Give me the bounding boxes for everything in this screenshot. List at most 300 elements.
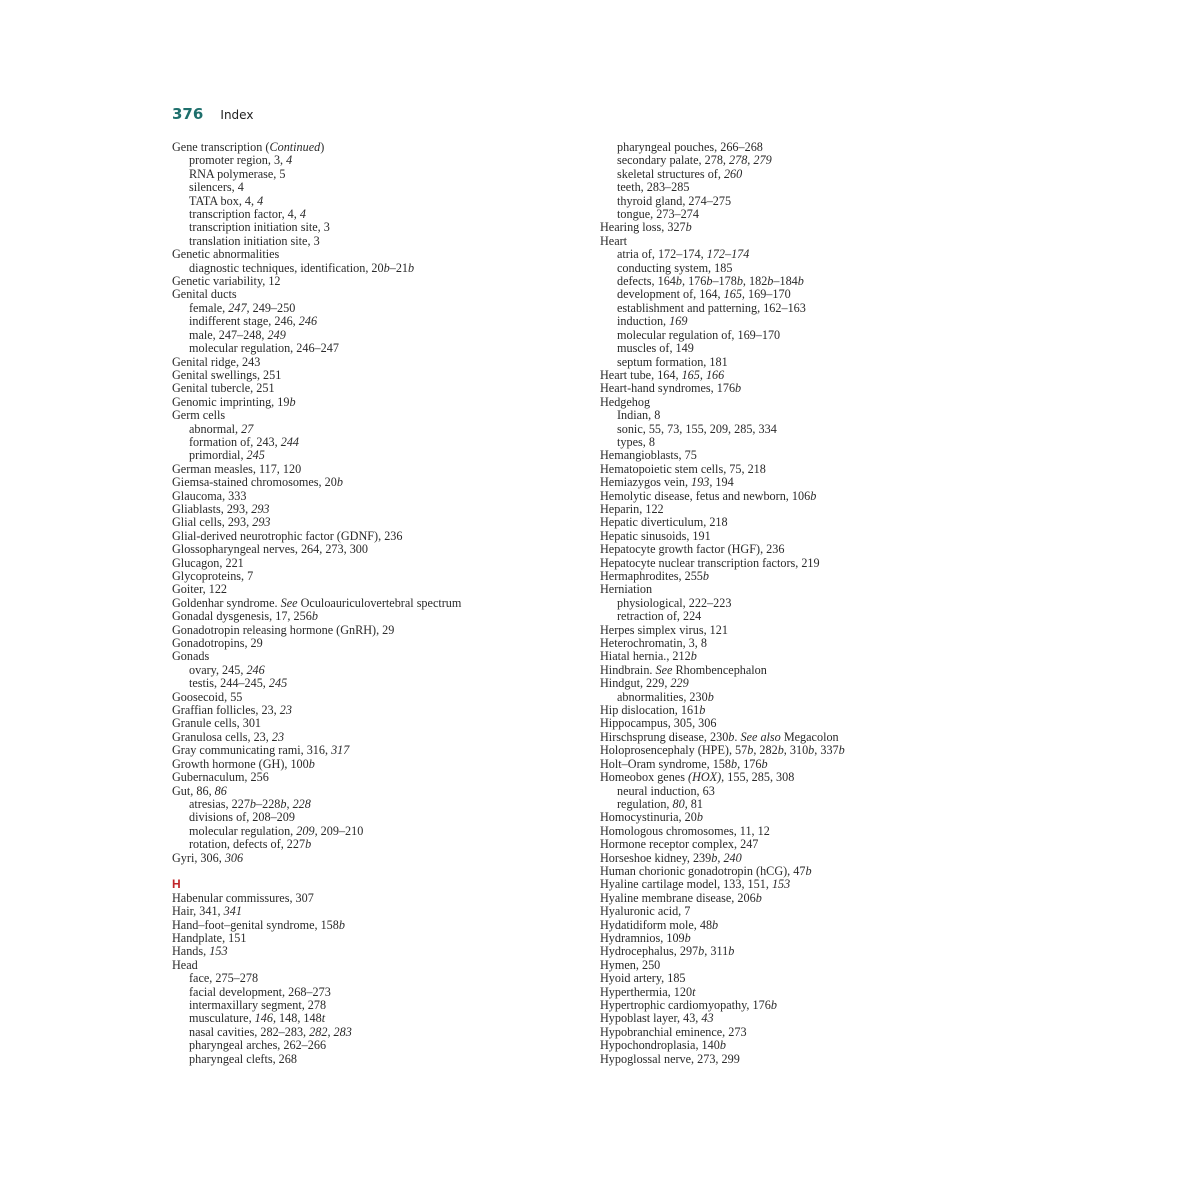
italic-text: b — [336, 475, 343, 490]
entry-text: 81 — [687, 796, 703, 811]
italic-text: b — [280, 796, 287, 811]
index-subentry — [172, 302, 572, 315]
entry-text: Goosecoid, 55 — [172, 689, 243, 704]
entry-text: Gonadotropin releasing hormone (GnRH), 29 — [172, 622, 395, 637]
entry-text: abnormal, — [189, 421, 242, 436]
entry-text: –228 — [256, 796, 281, 811]
index-entry — [600, 1053, 1020, 1066]
italic-text: t — [321, 1011, 326, 1026]
index-entry — [600, 235, 1020, 248]
entry-text: translation initiation site, 3 — [189, 233, 320, 248]
italic-text: b, — [711, 850, 721, 865]
entry-text: Hyaline cartilage model, 133, 151, — [600, 877, 772, 892]
index-entry — [600, 945, 1020, 958]
index-entry — [600, 583, 1020, 596]
italic-text: See — [655, 662, 673, 677]
index-entry — [172, 597, 572, 610]
italic-text: b — [728, 729, 735, 744]
entry-text: Glial-derived neurotrophic factor (GDNF), 236 — [172, 528, 403, 543]
entry-text: molecular regulation, 246–247 — [189, 341, 339, 356]
index-entry — [600, 624, 1020, 637]
entry-text: Gonads — [172, 649, 210, 664]
entry-text: atresias, 227 — [189, 796, 250, 811]
index-subentry — [172, 986, 572, 999]
index-column-left — [172, 141, 572, 1066]
entry-text: physiological, 222–223 — [617, 595, 732, 610]
index-entry — [172, 369, 572, 382]
index-subentry — [172, 1026, 572, 1039]
index-entry — [600, 530, 1020, 543]
index-entry — [172, 463, 572, 476]
italic-text: 146, — [254, 1011, 276, 1026]
italic-text: 282, 283 — [309, 1024, 352, 1039]
entry-text: , 176 — [737, 756, 762, 771]
entry-text: Glial cells, 293, — [172, 515, 253, 530]
entry-text: Hiatal hernia., 212 — [600, 649, 691, 664]
entry-text: Germ cells — [172, 408, 226, 423]
entry-text: pharyngeal arches, 262–266 — [189, 1038, 327, 1053]
index-entry — [600, 704, 1020, 717]
index-subentry — [600, 195, 1020, 208]
index-subentry — [600, 785, 1020, 798]
italic-text: 153 — [771, 877, 791, 892]
index-entry — [172, 570, 572, 583]
entry-text: Homocystinuria, 20 — [600, 810, 697, 825]
entry-text: Hematopoietic stem cells, 75, 218 — [600, 461, 766, 476]
entry-text: TATA box, 4, — [189, 193, 258, 208]
index-subentry — [172, 1053, 572, 1066]
entry-text: Gut, 86, — [172, 783, 215, 798]
index-subentry — [172, 798, 572, 811]
entry-text: female, — [189, 300, 229, 315]
index-subentry — [600, 248, 1020, 261]
entry-text: Homeobox genes — [600, 770, 689, 785]
italic-text: b — [685, 220, 692, 235]
entry-text: 209–210 — [317, 823, 364, 838]
index-entry — [600, 570, 1020, 583]
index-subentry — [600, 356, 1020, 369]
entry-text: Gyri, 306, — [172, 850, 225, 865]
entry-text: Herniation — [600, 582, 653, 597]
index-entry — [172, 852, 572, 865]
entry-text: Gubernaculum, 256 — [172, 770, 269, 785]
entry-text: Holt–Oram syndrome, 158 — [600, 756, 731, 771]
entry-text: Megacolon — [780, 729, 839, 744]
italic-text: 228 — [292, 796, 311, 811]
index-subentry — [600, 798, 1020, 811]
italic-text: 246 — [246, 662, 265, 677]
italic-text: 153 — [209, 944, 228, 959]
entry-text: –178 — [712, 274, 737, 289]
index-subentry — [600, 315, 1020, 328]
index-subentry — [600, 262, 1020, 275]
index-entry — [600, 878, 1020, 891]
index-subentry — [172, 221, 572, 234]
index-subentry — [172, 329, 572, 342]
italic-text: b — [810, 488, 817, 503]
index-entry — [172, 248, 572, 261]
index-subentry — [172, 315, 572, 328]
index-entry — [600, 650, 1020, 663]
entry-text: Hydramnios, 109 — [600, 930, 685, 945]
entry-text: Hypobranchial eminence, 273 — [600, 1024, 747, 1039]
index-entry — [172, 744, 572, 757]
index-subentry — [172, 1012, 572, 1025]
italic-text: b — [684, 930, 691, 945]
entry-text: Hands, — [172, 944, 210, 959]
index-entry — [172, 785, 572, 798]
index-subentry — [600, 409, 1020, 422]
entry-text: Glaucoma, 333 — [172, 488, 247, 503]
entry-text: , — [286, 796, 293, 811]
italic-text: b — [408, 260, 415, 275]
italic-text: 317 — [331, 743, 350, 758]
index-entry — [600, 771, 1020, 784]
entry-text: muscles of, 149 — [617, 341, 694, 356]
entry-text: Genetic variability, 12 — [172, 274, 281, 289]
italic-text: 249 — [267, 327, 286, 342]
entry-text: Herpes simplex virus, 121 — [600, 622, 728, 637]
index-subentry — [172, 825, 572, 838]
index-entry — [600, 490, 1020, 503]
entry-text: musculature, — [189, 1011, 255, 1026]
index-entry — [172, 932, 572, 945]
index-entry — [172, 945, 572, 958]
index-subentry — [600, 154, 1020, 167]
index-entry — [600, 677, 1020, 690]
entry-text: Hepatocyte growth factor (HGF), 236 — [600, 542, 785, 557]
italic-text: 43 — [701, 1011, 714, 1026]
italic-text: b — [289, 394, 296, 409]
index-subentry — [600, 597, 1020, 610]
entry-text: pharyngeal pouches, 266–268 — [617, 140, 763, 154]
index-entry — [600, 463, 1020, 476]
index-entry — [172, 409, 572, 422]
italic-text: b — [728, 944, 735, 959]
index-subentry — [600, 329, 1020, 342]
entry-text: Hypoblast layer, 43, — [600, 1011, 702, 1026]
entry-text: teeth, 283–285 — [617, 180, 690, 195]
entry-text: Genital swellings, 251 — [172, 367, 282, 382]
index-subentry — [600, 423, 1020, 436]
index-entry — [172, 141, 572, 154]
entry-text: facial development, 268–273 — [189, 984, 331, 999]
italic-text: b — [735, 381, 742, 396]
index-entry — [172, 892, 572, 905]
entry-text: retraction of, 224 — [617, 609, 702, 624]
italic-text: b — [736, 274, 743, 289]
entry-text: atria of, 172–174, — [617, 247, 707, 262]
entry-text: Hippocampus, 305, 306 — [600, 716, 717, 731]
italic-text: 23 — [279, 703, 292, 718]
entry-text: Holoprosencephaly (HPE), 57 — [600, 743, 748, 758]
index-subentry — [600, 181, 1020, 194]
index-entry — [600, 986, 1020, 999]
entry-text: Granulosa cells, 23, — [172, 729, 272, 744]
italic-text: 246 — [298, 314, 318, 329]
entry-text: molecular regulation, — [189, 823, 297, 838]
entry-text: RNA polymerase, 5 — [189, 166, 286, 181]
index-entry — [172, 637, 572, 650]
italic-text: 4 — [299, 207, 306, 222]
italic-text: t — [692, 984, 696, 999]
italic-text: b — [706, 274, 713, 289]
index-subentry — [600, 275, 1020, 288]
index-entry — [600, 503, 1020, 516]
entry-text: transcription initiation site, 3 — [189, 220, 330, 235]
index-entry — [172, 905, 572, 918]
entry-text: Hepatocyte nuclear transcription factors, 219 — [600, 555, 820, 570]
italic-text: b — [308, 756, 315, 771]
entry-text: Goiter, 122 — [172, 582, 228, 597]
entry-text: Heart-hand syndromes, 176 — [600, 381, 736, 396]
italic-text: b — [770, 998, 777, 1012]
entry-text: Heart tube, 164, — [600, 367, 682, 382]
index-subentry — [172, 811, 572, 824]
index-entry — [172, 490, 572, 503]
entry-text: sonic, 55, 73, 155, 209, 285, 334 — [617, 421, 777, 436]
running-head: Index — [220, 108, 254, 122]
italic-text: b — [777, 743, 784, 758]
entry-text: Gonadotropins, 29 — [172, 636, 263, 651]
index-entry — [600, 396, 1020, 409]
entry-text: primordial, — [189, 448, 247, 463]
index-subentry — [600, 342, 1020, 355]
index-entry — [172, 476, 572, 489]
italic-text: b — [702, 569, 709, 583]
entry-text: Growth hormone (GH), 100 — [172, 756, 309, 771]
index-entry — [600, 382, 1020, 395]
entry-text: Gray communicating rami, 316, — [172, 743, 332, 758]
italic-text: 27 — [241, 421, 254, 436]
italic-text: b — [805, 863, 812, 878]
entry-text: Hair, 341, — [172, 904, 224, 919]
italic-text: b — [797, 274, 804, 289]
entry-text: Hearing loss, 327 — [600, 220, 686, 235]
page-header — [172, 104, 253, 123]
entry-text: –21 — [389, 260, 408, 275]
entry-text: Gonadal dysgenesis, 17, 256 — [172, 609, 312, 624]
entry-text: Genomic imprinting, 19 — [172, 394, 290, 409]
index-subentry — [172, 664, 572, 677]
italic-text: 86 — [214, 783, 227, 798]
entry-text: testis, 244–245, — [189, 676, 269, 691]
italic-text: 260 — [723, 166, 743, 181]
index-subentry — [600, 208, 1020, 221]
italic-text: b — [719, 1038, 726, 1053]
italic-text: b — [311, 609, 318, 624]
italic-text: 247, — [228, 300, 250, 315]
index-subentry — [172, 168, 572, 181]
index-entry — [172, 516, 572, 529]
entry-text: rotation, defects of, 227 — [189, 837, 306, 852]
entry-text: Hyaluronic acid, 7 — [600, 904, 691, 919]
entry-text: 249–250 — [249, 300, 296, 315]
entry-text: indifferent stage, 246, — [189, 314, 299, 329]
index-entry — [600, 221, 1020, 234]
entry-text: intermaxillary segment, 278 — [189, 997, 327, 1012]
index-entry — [600, 744, 1020, 757]
index-entry — [600, 932, 1020, 945]
entry-text: Head — [172, 957, 198, 972]
index-subentry — [172, 423, 572, 436]
entry-text: German measles, 117, 120 — [172, 461, 302, 476]
italic-text: 209, — [296, 823, 318, 838]
entry-text: secondary palate, 278, — [617, 153, 730, 168]
italic-text: b — [755, 890, 762, 905]
entry-text: Hermaphrodites, 255 — [600, 569, 703, 583]
entry-text: 169–170 — [744, 287, 791, 302]
entry-text: diagnostic techniques, identification, 20 — [189, 260, 384, 275]
entry-text: Glucagon, 221 — [172, 555, 244, 570]
entry-text: Hemolytic disease, fetus and newborn, 106 — [600, 488, 811, 503]
index-subentry — [172, 436, 572, 449]
entry-text: Hypertrophic cardiomyopathy, 176 — [600, 998, 771, 1012]
index-subentry — [172, 972, 572, 985]
entry-text: 148, 148 — [276, 1011, 322, 1026]
index-entry — [600, 972, 1020, 985]
index-entry — [172, 731, 572, 744]
entry-text: Hymen, 250 — [600, 957, 661, 972]
italic-text: b — [698, 944, 705, 959]
italic-text: Continued — [269, 140, 321, 154]
entry-text: Heart — [600, 233, 628, 248]
italic-text: 23 — [271, 729, 285, 744]
entry-text: Hemiazygos vein, — [600, 475, 692, 490]
italic-text: b — [731, 756, 738, 771]
italic-text: 172–174 — [706, 247, 750, 262]
italic-text: b — [747, 743, 754, 758]
italic-text: 278, 279 — [729, 153, 772, 168]
index-entry — [600, 731, 1020, 744]
entry-text: Hypochondroplasia, 140 — [600, 1038, 720, 1053]
index-entry — [172, 758, 572, 771]
entry-text: Indian, 8 — [617, 408, 661, 423]
italic-text: 245 — [246, 448, 265, 463]
index-entry — [600, 543, 1020, 556]
index-entry — [172, 557, 572, 570]
entry-text: Hypoglossal nerve, 273, 299 — [600, 1051, 740, 1066]
index-entry — [600, 449, 1020, 462]
entry-text: Genital ridge, 243 — [172, 354, 261, 369]
index-entry — [600, 664, 1020, 677]
index-entry — [600, 919, 1020, 932]
index-subentry — [172, 208, 572, 221]
index-entry — [600, 852, 1020, 865]
entry-text: Granule cells, 301 — [172, 716, 262, 731]
index-entry — [172, 275, 572, 288]
entry-text: divisions of, 208–209 — [189, 810, 295, 825]
italic-text: 245 — [268, 676, 288, 691]
index-entry — [172, 382, 572, 395]
italic-text: 240 — [723, 850, 742, 865]
index-subentry — [172, 154, 572, 167]
index-subentry — [172, 181, 572, 194]
index-subentry — [172, 235, 572, 248]
entry-text: , 310 — [783, 743, 809, 758]
entry-text: Homologous chromosomes, 11, 12 — [600, 823, 770, 838]
italic-text: 341 — [223, 904, 242, 919]
entry-text: Giemsa-stained chromosomes, 20 — [172, 475, 337, 490]
index-subentry — [172, 449, 572, 462]
index-entry — [600, 369, 1020, 382]
page-number: 376 — [172, 105, 204, 123]
index-entry — [172, 583, 572, 596]
index-subentry — [172, 342, 572, 355]
entry-text: Hepatic diverticulum, 218 — [600, 515, 728, 530]
entry-text: Heterochromatin, 3, 8 — [600, 636, 707, 651]
entry-text: tongue, 273–274 — [617, 207, 699, 222]
entry-text: Human chorionic gonadotropin (hCG), 47 — [600, 863, 806, 878]
index-subentry — [600, 168, 1020, 181]
index-entry — [600, 758, 1020, 771]
italic-text: b — [305, 837, 312, 852]
entry-text: H — [172, 877, 181, 892]
entry-text: conducting system, 185 — [617, 260, 733, 275]
entry-text: development of, 164, — [617, 287, 724, 302]
entry-text: Hepatic sinusoids, 191 — [600, 528, 711, 543]
entry-text: . — [734, 729, 741, 744]
index-subentry — [600, 436, 1020, 449]
entry-text: 155, 285, 308 — [724, 770, 795, 785]
index-entry — [172, 919, 572, 932]
italic-text: 293 — [251, 501, 270, 516]
index-entry — [600, 516, 1020, 529]
entry-text: Hydatidiform mole, 48 — [600, 917, 713, 932]
entry-text: septum formation, 181 — [617, 354, 728, 369]
index-entry — [172, 650, 572, 663]
index-entry — [600, 905, 1020, 918]
index-entry — [172, 530, 572, 543]
entry-text: Hindgut, 229, — [600, 676, 671, 691]
italic-text: (HOX), — [688, 770, 725, 785]
entry-text: Habenular commissures, 307 — [172, 890, 314, 905]
entry-text: establishment and patterning, 162–163 — [617, 300, 806, 315]
entry-text: Oculoauriculovertebral spectrum — [297, 595, 462, 610]
index-column-right — [600, 141, 1020, 1066]
index-entry — [600, 825, 1020, 838]
italic-text: b — [696, 810, 703, 825]
index-entry — [600, 476, 1020, 489]
entry-text: pharyngeal clefts, 268 — [189, 1051, 297, 1066]
index-entry — [172, 771, 572, 784]
italic-text: 165, — [723, 287, 745, 302]
entry-text: 194 — [712, 475, 734, 490]
entry-text: Hand–foot–genital syndrome, 158 — [172, 917, 339, 932]
section-letter — [172, 878, 572, 891]
index-entry — [600, 1012, 1020, 1025]
italic-text: 169 — [669, 314, 688, 329]
italic-text: 306 — [224, 850, 244, 865]
index-entry — [172, 959, 572, 972]
index-entry — [600, 717, 1020, 730]
index-entry — [600, 1039, 1020, 1052]
entry-text: Glossopharyngeal nerves, 264, 273, 300 — [172, 542, 368, 557]
italic-text: b — [808, 743, 815, 758]
index-entry — [172, 503, 572, 516]
italic-text: b — [699, 703, 706, 718]
index-subentry — [172, 838, 572, 851]
entry-text: Hedgehog — [600, 394, 651, 409]
entry-text: molecular regulation of, 169–170 — [617, 327, 781, 342]
italic-text: See also — [740, 729, 781, 744]
index-subentry — [172, 999, 572, 1012]
entry-text: , 182 — [742, 274, 768, 289]
entry-text: formation of, 243, — [189, 434, 281, 449]
italic-text: 193, — [691, 475, 713, 490]
entry-text: Genital ducts — [172, 287, 237, 302]
index-entry — [172, 356, 572, 369]
